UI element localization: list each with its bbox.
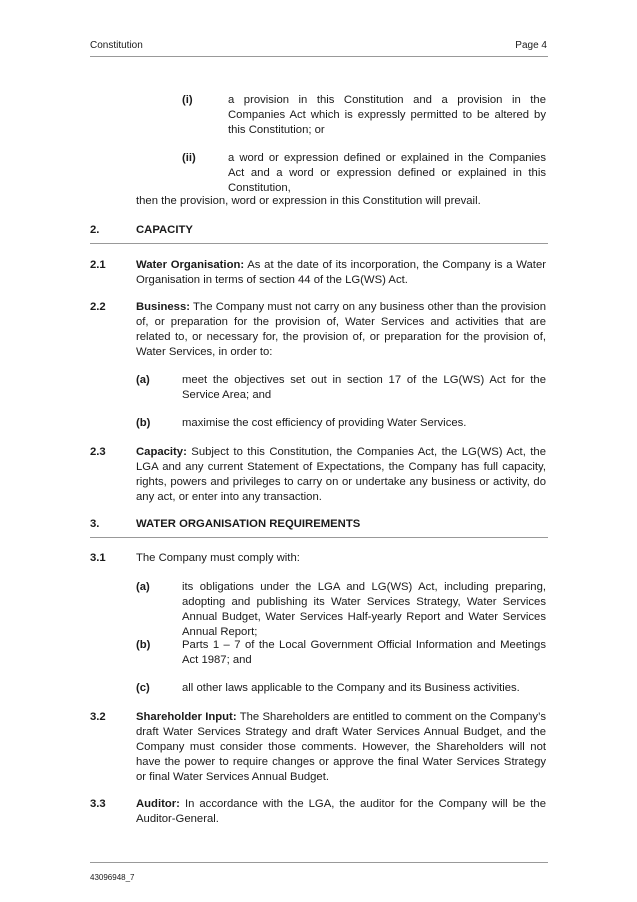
- item-number: (c): [136, 682, 150, 694]
- clause-number: 2.3: [90, 446, 106, 458]
- clause-text: The Company must comply with:: [136, 552, 300, 564]
- item-text: a provision in this Constitution and a provision in the Companies Act which is expressly permitted to be altered by this Constitution; or: [228, 94, 546, 136]
- item-text: Parts 1 – 7 of the Local Government Official Information and Meetings Act 1987; and: [182, 639, 546, 666]
- section-heading: WATER ORGANISATION REQUIREMENTS: [136, 518, 361, 530]
- clause-3-2: [136, 710, 546, 785]
- clause-number: 3.1: [90, 552, 106, 564]
- item-number: (a): [136, 581, 150, 593]
- page-number: Page 4: [515, 40, 547, 51]
- document-title: Constitution: [90, 40, 143, 51]
- clause-label: Water Organisation:: [136, 259, 245, 271]
- page-header: [90, 38, 547, 54]
- clause-label: Shareholder Input:: [136, 711, 237, 723]
- section-rule: [90, 243, 548, 244]
- clause-label: Capacity:: [136, 446, 187, 458]
- item-text: maximise the cost efficiency of providing Water Services.: [182, 417, 467, 429]
- clause-text: As at the date of its incorporation, the Company is a Water Organisation in terms of section 44 of the LG(WS) Act.: [136, 259, 546, 286]
- item-number: (a): [136, 374, 150, 386]
- footer-rule: [90, 862, 548, 863]
- clause-number: 3.3: [90, 798, 106, 810]
- item-text: its obligations under the LGA and LG(WS) Act, including preparing, adopting and publishing its Water Services Strategy, Water Services Annual Budget, Water Services Half-yearly Report and Water Services Annual Report;: [182, 581, 546, 638]
- clause-number: 3.2: [90, 711, 106, 723]
- item-text: meet the objectives set out in section 17 of the LG(WS) Act for the Service Area; and: [182, 374, 546, 401]
- item-text: a word or expression defined or explained in the Companies Act and a word or expression defined or explained in this Constitution,: [228, 152, 546, 194]
- clause-2-3: [136, 445, 546, 505]
- section-number: 3.: [90, 518, 100, 530]
- item-number: (ii): [182, 152, 196, 164]
- item-text: all other laws applicable to the Company and its Business activities.: [182, 682, 520, 694]
- item-number: (i): [182, 94, 193, 106]
- clause-number: 2.1: [90, 259, 106, 271]
- clause-text: The Shareholders are entitled to comment on the Company’s draft Water Services Strategy and draft Water Services Annual Budget, and the Company must consider those comments. However, the Shareholders will not have the power to require changes or approve the final Water Services Strategy or final Water Services Annual Budget.: [136, 711, 546, 783]
- section-heading: CAPACITY: [136, 224, 193, 236]
- clause-label: Auditor:: [136, 798, 180, 810]
- section-number: 2.: [90, 224, 100, 236]
- clause-label: Business:: [136, 301, 190, 313]
- item-number: (b): [136, 417, 151, 429]
- then-paragraph: then the provision, word or expression in this Constitution will prevail.: [136, 195, 481, 207]
- clause-text: The Company must not carry on any business other than the provision of, or preparation for the provision of, Water Services and activities that are related to, or necessary for, the provision of, or preparation for the provision of, Water Services, in order to:: [136, 301, 546, 358]
- clause-number: 2.2: [90, 301, 106, 313]
- section-rule: [90, 537, 548, 538]
- clause-2-2: [136, 300, 546, 360]
- clause-3-3: [136, 797, 546, 827]
- header-rule: [90, 56, 548, 57]
- item-number: (b): [136, 639, 151, 651]
- clause-text: Subject to this Constitution, the Companies Act, the LG(WS) Act, the LGA and any current Statement of Expectations, the Company has full capacity, rights, powers and privileges to carry on or undertake any business or activity, do any act, or enter into any transaction.: [136, 446, 546, 503]
- clause-text: In accordance with the LGA, the auditor for the Company will be the Auditor-General.: [136, 798, 546, 825]
- clause-2-1: [136, 258, 546, 288]
- document-id: 43096948_7: [90, 873, 135, 882]
